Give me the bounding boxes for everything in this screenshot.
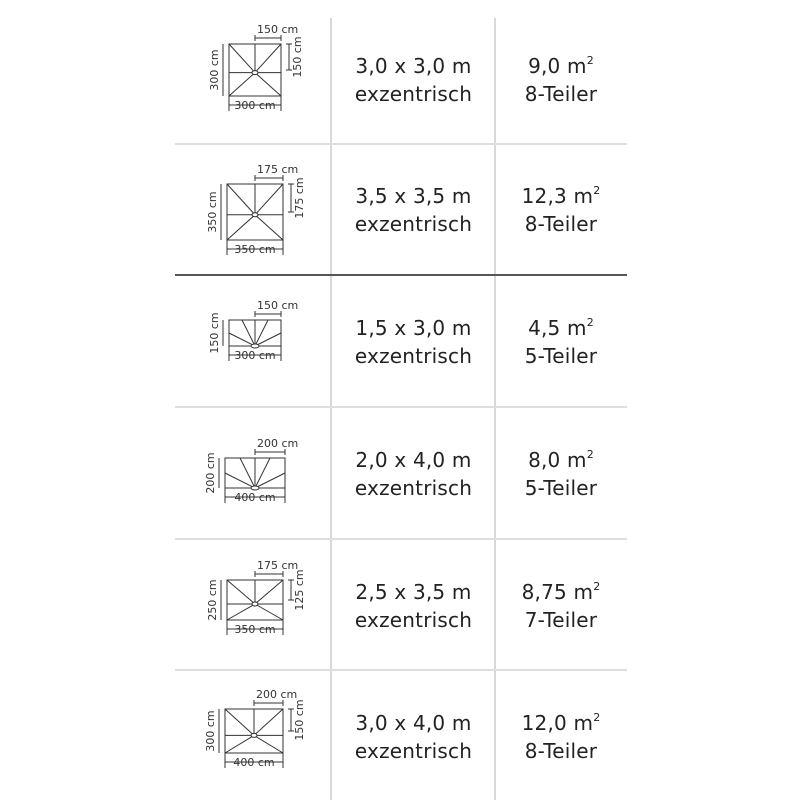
dim-left-label: 250 cm <box>206 579 219 621</box>
canopy-rib <box>227 215 255 240</box>
area-value: 12,3 $m^2$ <box>521 184 601 208</box>
size-value: 2,0 x 4,0 m <box>355 448 472 472</box>
table-row <box>175 276 627 408</box>
dim-left-label: 150 cm <box>208 312 221 354</box>
type-value: exzentrisch <box>354 739 473 763</box>
parts-value: 8-Teiler <box>524 82 598 106</box>
canopy-rib <box>255 320 268 346</box>
dim-bottom-label: 350 cm <box>234 623 276 636</box>
area-value: 9,0 $m^2$ <box>528 54 594 78</box>
type-value: exzentrisch <box>354 212 473 236</box>
area-value: 12,0 $m^2$ <box>521 711 601 735</box>
hub <box>251 344 259 348</box>
canopy-rib <box>255 44 281 73</box>
dim-right-label: 150 cm <box>291 36 304 78</box>
parts-value: 7-Teiler <box>524 608 598 632</box>
size-value: 3,5 x 3,5 m <box>355 184 472 208</box>
area-cell <box>495 144 627 276</box>
umbrella-diagram <box>195 144 335 276</box>
type-value: exzentrisch <box>354 608 473 632</box>
canopy-rib <box>240 458 255 488</box>
size-cell <box>332 671 495 803</box>
size-value: 3,0 x 4,0 m <box>355 711 472 735</box>
size-cell <box>332 14 495 146</box>
canopy-rib <box>255 184 283 215</box>
umbrella-diagram <box>195 540 335 672</box>
size-cell <box>332 408 495 540</box>
dim-right-label: 125 cm <box>293 569 306 611</box>
dim-top-label: 150 cm <box>257 299 299 312</box>
hub <box>252 602 258 606</box>
canopy-rib <box>255 604 283 620</box>
canopy-rib <box>229 333 255 346</box>
canopy-rib <box>255 333 281 346</box>
area-value: 8,75 $m^2$ <box>521 580 601 604</box>
canopy-rib <box>229 44 255 73</box>
canopy-rib <box>242 320 255 346</box>
hub <box>252 213 258 217</box>
umbrella-diagram <box>195 408 335 540</box>
size-value: 1,5 x 3,0 m <box>355 316 472 340</box>
dim-bottom-label: 350 cm <box>234 243 276 256</box>
area-cell <box>495 540 627 672</box>
dim-right-label: 175 cm <box>293 177 306 219</box>
canopy-rib <box>229 73 255 96</box>
dim-bottom-label: 400 cm <box>234 491 276 504</box>
table-row <box>175 408 627 540</box>
parts-value: 8-Teiler <box>524 739 598 763</box>
canopy-rib <box>225 709 254 735</box>
table-row <box>175 671 627 803</box>
area-cell <box>495 276 627 408</box>
dim-top-label: 200 cm <box>257 437 299 450</box>
canopy-rib <box>225 473 255 488</box>
dim-left-label: 300 cm <box>208 49 221 91</box>
area-cell <box>495 671 627 803</box>
umbrella-diagram <box>195 276 335 408</box>
canopy-rib <box>227 580 255 604</box>
canopy-rib <box>255 458 270 488</box>
canopy-rib <box>254 709 283 735</box>
hub <box>251 486 259 490</box>
size-value: 2,5 x 3,5 m <box>355 580 472 604</box>
dim-left-label: 350 cm <box>206 191 219 233</box>
area-value: 8,0 $m^2$ <box>528 448 594 472</box>
dim-bottom-label: 300 cm <box>234 349 276 362</box>
dim-top-label: 200 cm <box>256 688 298 701</box>
canopy-rib <box>227 604 255 620</box>
type-value: exzentrisch <box>354 476 473 500</box>
umbrella-diagram <box>195 14 335 146</box>
size-value: 3,0 x 3,0 m <box>355 54 472 78</box>
canopy-rib <box>255 73 281 96</box>
umbrella-diagram <box>195 671 335 803</box>
table-row <box>175 144 627 276</box>
table-row <box>175 540 627 672</box>
type-value: exzentrisch <box>354 82 473 106</box>
dim-bottom-label: 400 cm <box>233 756 275 769</box>
dim-left-label: 200 cm <box>204 452 217 494</box>
size-cell <box>332 144 495 276</box>
dim-top-label: 175 cm <box>257 559 299 572</box>
canopy-rib <box>255 215 283 240</box>
hub <box>252 71 258 75</box>
area-value: 4,5 $m^2$ <box>528 316 594 340</box>
table-row <box>175 14 627 146</box>
dim-left-label: 300 cm <box>204 710 217 752</box>
canopy-rib <box>227 184 255 215</box>
parts-value: 5-Teiler <box>524 476 598 500</box>
size-cell <box>332 276 495 408</box>
parts-value: 5-Teiler <box>524 344 598 368</box>
canopy-rib <box>255 580 283 604</box>
canopy-rib <box>255 473 285 488</box>
area-cell <box>495 408 627 540</box>
canopy-rib <box>225 735 254 753</box>
size-cell <box>332 540 495 672</box>
area-cell <box>495 14 627 146</box>
type-value: exzentrisch <box>354 344 473 368</box>
dim-right-label: 150 cm <box>293 699 306 741</box>
hub <box>251 733 257 737</box>
canopy-rib <box>254 735 283 753</box>
dim-bottom-label: 300 cm <box>234 99 276 112</box>
dim-top-label: 150 cm <box>257 23 299 36</box>
parts-value: 8-Teiler <box>524 212 598 236</box>
dim-top-label: 175 cm <box>257 163 299 176</box>
